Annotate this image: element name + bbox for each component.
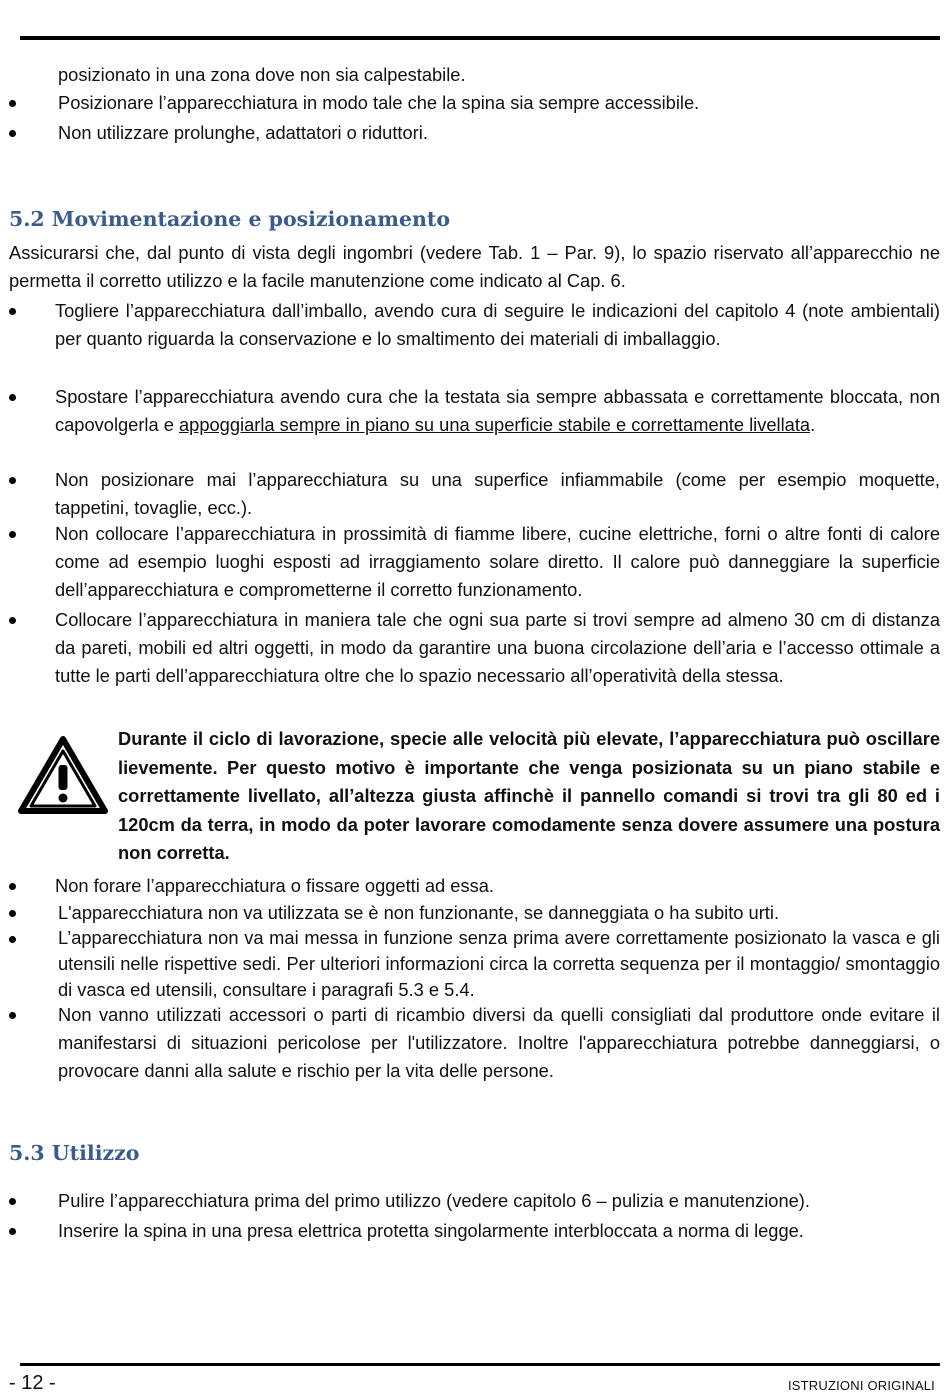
footer-label: ISTRUZIONI ORIGINALI (787, 1378, 935, 1393)
list-item-text: Non forare l’apparecchiatura o fissare oggetti ad essa. (55, 875, 494, 896)
section-heading-5-3: 5.3 Utilizzo (9, 1141, 140, 1165)
bullet-icon (9, 130, 16, 137)
list-item-text: Non posizionare mai l’apparecchiatura su una superfice infiammabile (come per esempio moquette, tappetini, tovaglie, ecc.). (55, 469, 940, 518)
list-item-text: Posizionare l’apparecchiatura in modo tale che la spina sia sempre accessibile. (58, 92, 700, 113)
list-item-text: Non vanno utilizzati accessori o parti di ricambio diversi da quelli consigliati dal produttore onde evitare il manifestarsi di situazioni pericolose per l'utilizzatore. Inoltre l'apparecchiatura potrebbe danneggiarsi, o provocare danni alla salute e rischio per la vita delle persone. (58, 1004, 940, 1081)
section-heading-5-2: 5.2 Movimentazione e posizionamento (9, 207, 451, 231)
bullet-icon (9, 883, 16, 890)
list-item-text: L'apparecchiatura non va utilizzata se è non funzionante, se danneggiata o ha subito urti. (58, 902, 780, 923)
bullet-icon (9, 308, 16, 315)
underlined-text: appoggiarla sempre in piano su una superficie stabile e correttamente livellata (179, 414, 811, 435)
warning-triangle-icon (18, 735, 108, 815)
bullet-icon (9, 910, 16, 917)
bullet-icon (9, 936, 16, 943)
list-item-text: Pulire l’apparecchiatura prima del primo utilizzo (vedere capitolo 6 – pulizia e manutenzione). (58, 1190, 810, 1211)
list-item-text (55, 383, 940, 439)
bullet-icon (9, 1012, 16, 1019)
list-item-text: Inserire la spina in una presa elettrica protetta singolarmente interbloccata a norma di legge. (58, 1220, 804, 1241)
page-number: - 12 - (9, 1372, 56, 1394)
bullet-icon (9, 394, 16, 401)
list-item-text: Non utilizzare prolunghe, adattatori o riduttori. (58, 122, 428, 143)
continuation-text: posizionato in una zona dove non sia calpestabile. (58, 64, 466, 85)
bullet-icon (9, 617, 16, 624)
list-item-text: L’apparecchiatura non va mai messa in funzione senza prima avere correttamente posizionato la vasca e gli utensili nelle rispettive sedi. Per ulteriori informazioni circa la corretta sequenza per il montaggio/ smontaggio di vasca ed utensili, consultare i paragrafi 5.3 e 5.4. (58, 927, 940, 1000)
list-item-text-part: . (810, 414, 816, 435)
list-item-text: Collocare l’apparecchiatura in maniera tale che ogni sua parte si trovi sempre ad almeno 30 cm di distanza da pareti, mobili ed altri oggetti, in modo da garantire una buona circolazione dell’aria e l’accesso ottimale a tutte le parti dell’apparecchiatura oltre che lo spazio necessario all’operatività della stessa. (55, 609, 940, 686)
bottom-rule (20, 1363, 940, 1366)
list-item-text: Togliere l’apparecchiatura dall’imballo, avendo cura di seguire le indicazioni del capitolo 4 (note ambientali) per quanto riguarda la conservazione e lo smaltimento dei materiali di imballaggio. (55, 300, 940, 349)
top-rule (20, 36, 940, 40)
list-item-text-part: Spostare l’apparecchiatura avendo cura che la testata sia sempre abbassata e correttamente bloccata, non capovolgerla e (55, 386, 940, 435)
bullet-icon (9, 100, 16, 107)
section-intro: Assicurarsi che, dal punto di vista degli ingombri (vedere Tab. 1 – Par. 9), lo spazio riservato all’apparecchio ne permetta il corretto utilizzo e la facile manutenzione come indicato al Cap. 6. (9, 242, 940, 291)
bullet-icon (9, 531, 16, 538)
warning-text: Durante il ciclo di lavorazione, specie alle velocità più elevate, l’apparecchiatura può oscillare lievemente. Per questo motivo è importante che venga posizionata su un piano stabile e correttamente livellato, all’altezza giusta affinchè il pannello comandi si trovi tra gli 80 ed i 120cm da terra, in modo da poter lavorare comodamente senza dovere assumere una postura non corretta. (118, 728, 940, 864)
bullet-icon (9, 477, 16, 484)
list-item-text: Non collocare l’apparecchiatura in prossimità di fiamme libere, cucine elettriche, forni o altre fonti di calore come ad esempio luoghi esposti ad irraggiamento solare diretto. Il calore può danneggiare la superficie dell’apparecchiatura e comprometterne il corretto funzionamento. (55, 523, 940, 600)
bullet-icon (9, 1228, 16, 1235)
bullet-icon (9, 1198, 16, 1205)
